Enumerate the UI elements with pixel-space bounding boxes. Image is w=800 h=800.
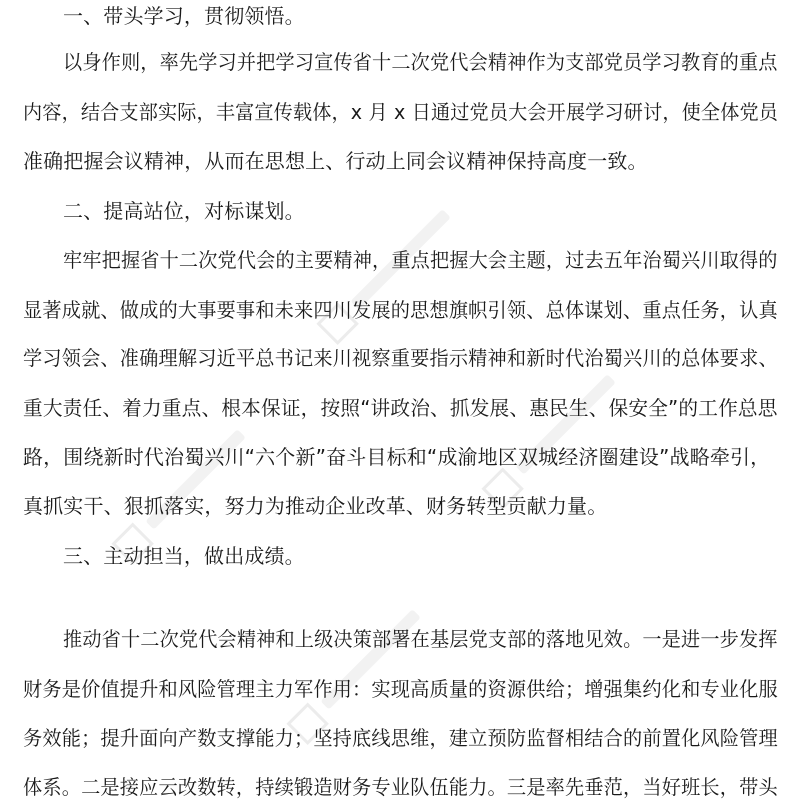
paragraph-line: 牢牢把握省十二次党代会的主要精神，重点把握大会主题，过去五年治蜀兴川取得的: [63, 248, 778, 272]
paragraph-line: 路，围绕新时代治蜀兴川“六个新”奋斗目标和“成渝地区双城经济圈建设”战略牵引，: [23, 445, 771, 469]
paragraph-line: 以身作则，率先学习并把学习宣传省十二次党代会精神作为支部党员学习教育的重点: [63, 50, 778, 74]
watermark-logo-icon: [477, 357, 633, 513]
paragraph-line: 内容，结合支部实际，丰富宣传载体，x 月 x 日通过党员大会开展学习研讨，使全体党员: [23, 100, 779, 124]
section-heading: 一、带头学习，贯彻领悟。: [63, 4, 305, 28]
paragraph-line: 学习领会、准确理解习近平总书记来川视察重要指示精神和新时代治蜀兴川的总体要求、: [23, 346, 778, 370]
paragraph-line: 推动省十二次党代会精神和上级决策部署在基层党支部的落地见效。一是进一步发挥: [63, 627, 778, 651]
section-heading: 二、提高站位，对标谋划。: [63, 199, 305, 223]
paragraph-line: 重大责任、着力重点、根本保证，按照“讲政治、抓发展、惠民生、保安全”的工作总思: [23, 396, 778, 420]
paragraph-line: 财务是价值提升和风险管理主力军作用：实现高质量的资源供给；增强集约化和专业化服: [23, 677, 778, 701]
watermark-logo-icon: [282, 592, 438, 748]
paragraph-line: 显著成就、做成的大事要事和未来四川发展的思想旗帜引领、总体谋划、重点任务，认真: [23, 298, 778, 322]
paragraph-line: 真抓实干、狠抓落实，努力为推动企业改革、财务转型贡献力量。: [23, 494, 608, 518]
section-heading: 三、主动担当，做出成绩。: [63, 544, 305, 568]
paragraph-line: 务效能；提升面向产数支撑能力；坚持底线思维，建立预防监督相结合的前置化风险管理: [23, 726, 778, 750]
paragraph-line: 准确把握会议精神，从而在思想上、行动上同会议精神保持高度一致。: [23, 149, 648, 173]
paragraph-line: 体系。二是接应云改数转，持续锻造财务专业队伍能力。三是率先垂范，当好班长，带头: [23, 775, 778, 799]
